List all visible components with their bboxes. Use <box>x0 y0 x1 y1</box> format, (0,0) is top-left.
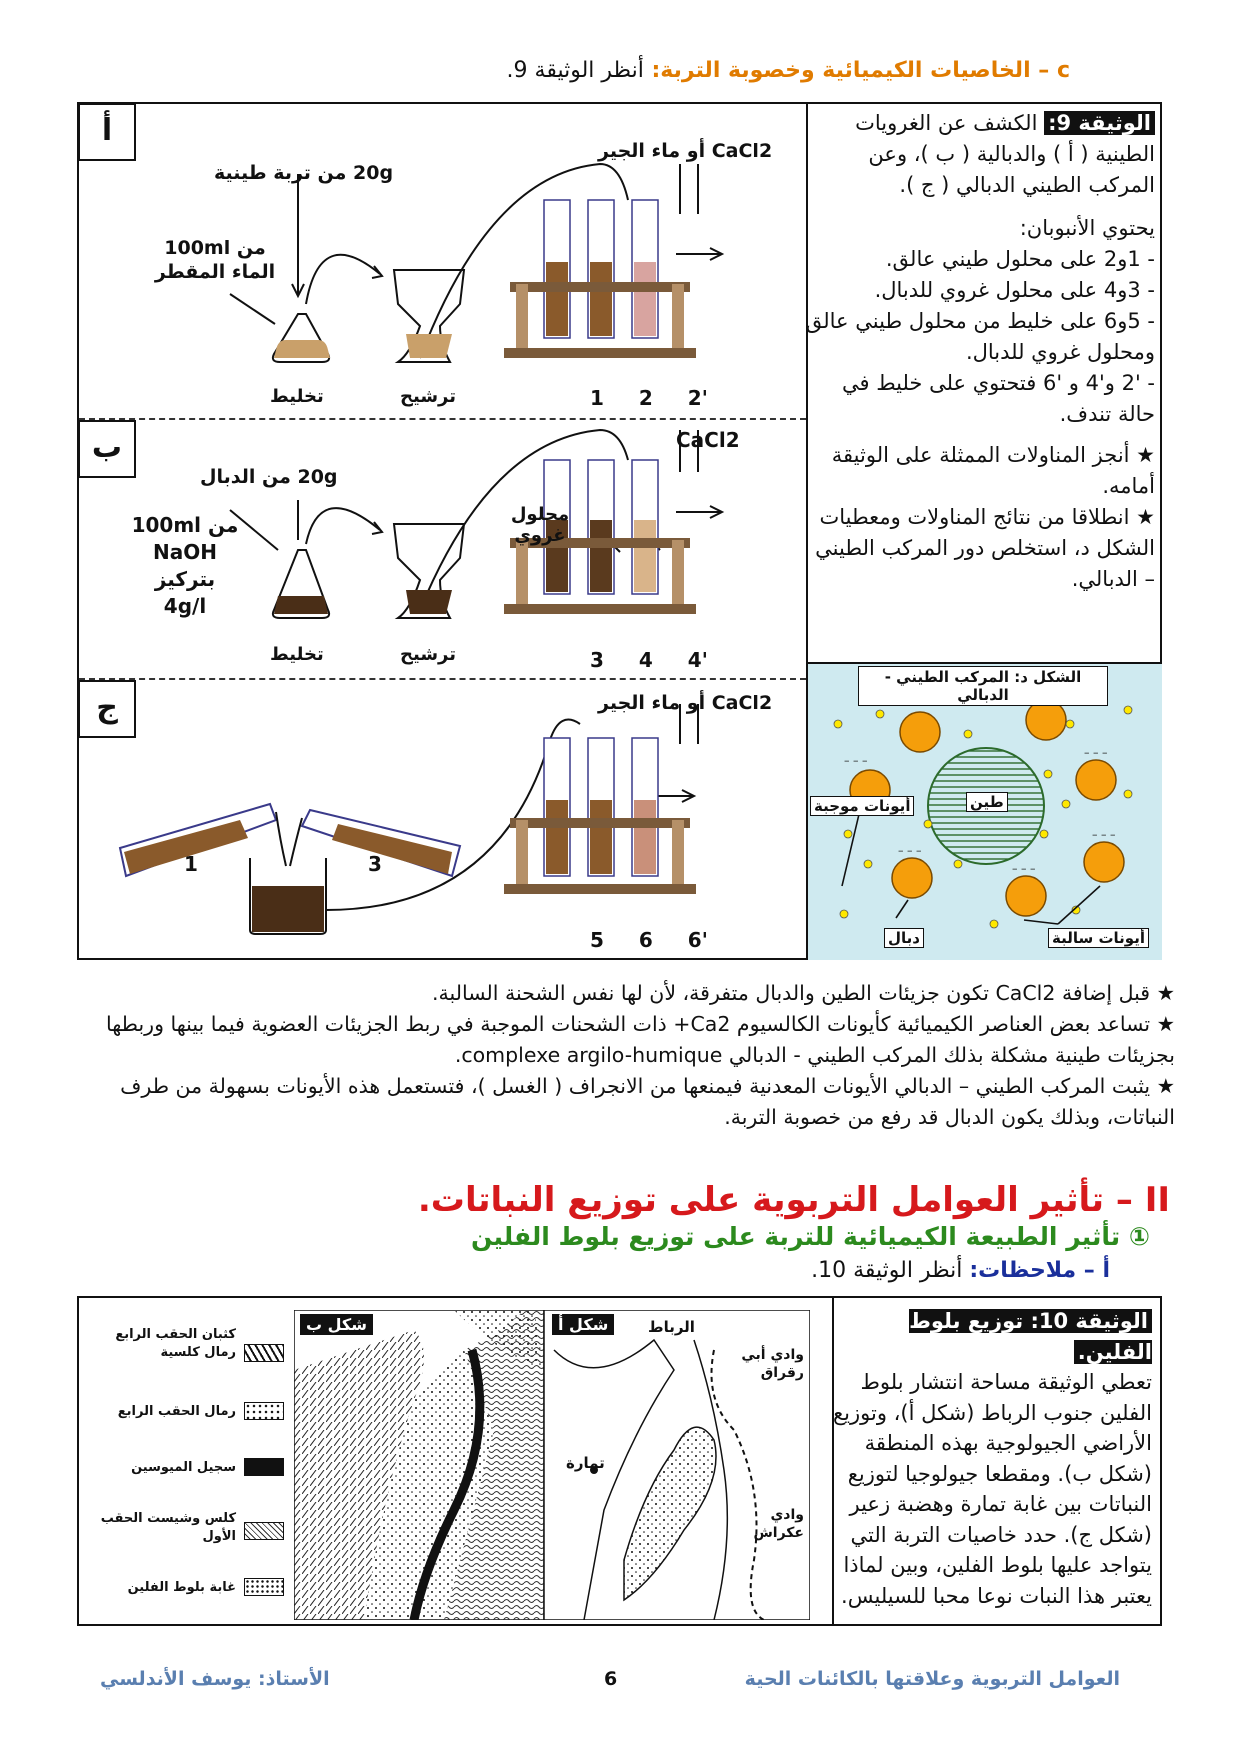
legend-item: سجيل الميوسين <box>84 1458 284 1488</box>
mix-label: تخليط <box>270 644 324 665</box>
naoh-amount: 100ml من <box>131 513 239 537</box>
dots-swatch-icon <box>244 1402 284 1420</box>
subsection-ref: أنظر الوثيقة 10. <box>811 1258 970 1283</box>
reagent-formula: CaCl2 <box>711 140 773 162</box>
list-item: - 5و6 على خليط من محلول طيني عالق ومحلول غروي للدبال. <box>805 309 1155 364</box>
svg-text:– – –: – – – <box>1012 862 1036 875</box>
tube-number: 4' <box>687 648 708 672</box>
reagent-prefix: أو ماء الجير <box>598 692 706 714</box>
list-item: - 3و4 على محلول غروي للدبال. <box>874 278 1155 302</box>
colloid-label: محلول غروي <box>510 504 570 546</box>
document-9-text <box>805 108 1155 595</box>
water-name: الماء المقطر <box>154 261 276 283</box>
positive-ions-label: أيونات موجبة <box>810 796 914 816</box>
test-tubes <box>504 738 696 894</box>
geology-maps <box>294 1310 810 1620</box>
footer-course-title: العوامل التربوية وعلاقتها بالكائنات الحية <box>744 1668 1120 1690</box>
water-label <box>150 236 280 284</box>
tube-numbers <box>590 928 708 952</box>
tube-numbers <box>590 648 708 672</box>
figure-d <box>806 662 1162 960</box>
svg-text:– – –: – – – <box>898 844 922 857</box>
reagent-prefix: أو ماء الجير <box>598 140 706 162</box>
water-amount: 100ml من <box>164 237 266 259</box>
bullet-item: ★ يثبت المركب الطيني – الدبالي الأيونات المعدنية فيمنعها من الانجراف ( الغسل )، فتستعمل هذه الأيونات بسهولة من طرف النباتات، وبذلك يكون الدبال قد رفع من خصوبة التربة. <box>120 1074 1175 1129</box>
cross-swatch-icon <box>244 1578 284 1596</box>
legend-item: رمال الحقب الرابع <box>84 1402 284 1432</box>
reagent-formula: CaCl2 <box>711 692 773 714</box>
legend-item: كلس وشيست الحقب الأول <box>84 1510 284 1560</box>
list-item: - 1و2 على محلول طيني عالق. <box>885 247 1155 271</box>
document-10-body: تعطي الوثيقة مساحة انتشار بلوط الفلين جنوب الرباط (شكل أ)، وتوزيع الأراضي الجيولوجية بهذه المنطقة (شكل ب). ومقطعا جيولوجيا لتوزيع النباتات بين غابة تمارة وهضبة زعير (شكل ج). حدد خاصيات التربة التي يتواجد عليها بلوط الفلين، وبين لماذا يعتبر هذا النبات نوعا محبا للسيليس. <box>832 1370 1152 1608</box>
black-swatch-icon <box>244 1458 284 1476</box>
task-item: ★ انطلاقا من نتائج المناولات ومعطيات الشكل د، استخلص دور المركب الطيني – الدبالي. <box>815 505 1155 591</box>
tube-number: 5 <box>590 928 604 952</box>
tube-number: 6 <box>638 928 653 952</box>
subsection-prefix: أ – ملاحظات: <box>969 1258 1110 1283</box>
tube-number: 3 <box>368 852 382 876</box>
panel-c-label: ج <box>78 680 136 738</box>
filter-label: ترشيح <box>400 386 456 407</box>
naoh-concentration: 4g/l <box>163 594 207 618</box>
tube-numbers <box>590 386 708 410</box>
rabat-label: الرباط <box>648 1318 695 1336</box>
naoh-name: NaOH بتركيز <box>153 540 217 591</box>
section-2-title <box>418 1180 1170 1220</box>
abi-raqraq-label: وادي أبي رقراق <box>741 1347 804 1381</box>
legend-item: غابة بلوط الفلين <box>84 1578 284 1608</box>
tubes-title: يحتوي الأنبوبان: <box>1019 216 1155 240</box>
panel-b-label: ب <box>78 420 136 478</box>
tube-number: 2 <box>638 386 653 410</box>
negative-ions-label: أيونات سالبة <box>1048 928 1149 948</box>
svg-text:– – –: – – – <box>1084 746 1108 759</box>
svg-text:– – –: – – – <box>1092 828 1116 841</box>
naoh-label <box>120 512 250 620</box>
soil-label: 20g من تربة طينية <box>214 162 394 184</box>
tube-number: 2' <box>687 386 708 410</box>
legend-item: كثبان الحقب الرابع رمال كلسية <box>84 1326 284 1376</box>
svg-text:– – –: – – – <box>844 754 868 767</box>
page-number: 6 <box>604 1668 618 1690</box>
hatch-swatch-icon <box>244 1344 284 1362</box>
panel-c-drawing <box>80 680 804 958</box>
footer-author: الأستاذ: يوسف الأندلسي <box>100 1668 330 1690</box>
section-2-1-title: ① تأثير الطبيعة الكيميائية للتربة على توزيع بلوط الفلين <box>471 1222 1150 1251</box>
document-9-intro: الوثيقة 9: الكشف عن الغرويات الطينية ( أ ) والدبالية ( ب )، وعن المركب الطيني الدبالي ( ج ). <box>855 111 1155 197</box>
section-title-text: – تأثير العوامل التربوية على توزيع النباتات. <box>417 1180 1133 1220</box>
section-2-1a-title <box>811 1258 1110 1283</box>
reagent-c-label <box>598 692 772 714</box>
map-a-label: شكل أ <box>552 1314 614 1335</box>
document-10-tag: الوثيقة 10: توزيع بلوط الفلين. <box>909 1309 1152 1364</box>
list-item: - '2 و'4 و '6 فتحتوي على خليط في حالة تندف. <box>841 371 1155 426</box>
map-b <box>294 1310 544 1620</box>
clay-label: طين <box>966 792 1008 812</box>
tube-number: 4 <box>638 648 653 672</box>
filter-label: ترشيح <box>400 644 456 665</box>
mix-label: تخليط <box>270 386 324 407</box>
bullet-item: ★ تساعد بعض العناصر الكيميائية كأيونات الكالسيوم Ca2+ ذات الشحنات الموجبة في ربط الجزيئات العضوية فيما بينها وربطها بجزيئات طينية مشكلة بذلك المركب الطيني - الدبالي complexe argilo-humique. <box>105 1012 1175 1067</box>
test-tubes <box>504 200 696 358</box>
temara-label: تمارة <box>566 1454 605 1472</box>
humus-amount-label: 20g من الدبال <box>200 466 338 488</box>
section-numeral: II <box>1144 1180 1170 1220</box>
tube-number: 3 <box>590 648 604 672</box>
document-10-text <box>832 1306 1152 1611</box>
tube-number: 1 <box>184 852 198 876</box>
wave-swatch-icon <box>244 1522 284 1540</box>
reagent-label <box>598 140 772 162</box>
task-item: ★ أنجز المناولات الممثلة على الوثيقة أمامه. <box>831 443 1155 498</box>
map-b-label: شكل ب <box>300 1314 373 1335</box>
conclusion-bullets <box>85 978 1175 1133</box>
figure-d-title: الشكل د: المركب الطيني - الدبالي <box>858 666 1108 706</box>
humus-label: دبال <box>884 928 924 948</box>
bullet-item: ★ قبل إضافة CaCl2 تكون جزيئات الطين والدبال متفرقة، لأن لها نفس الشحنة السالبة. <box>432 981 1175 1005</box>
tube-number: 6' <box>687 928 708 952</box>
tube-number: 1 <box>590 386 604 410</box>
akrach-label: وادي عكراش <box>753 1507 804 1541</box>
section-c-title: c – الخاصيات الكيميائية وخصوبة التربة: أنظر الوثيقة 9. <box>506 58 1070 83</box>
panel-a-label: أ <box>78 103 136 161</box>
reagent-b-label: CaCl2 <box>676 428 740 452</box>
